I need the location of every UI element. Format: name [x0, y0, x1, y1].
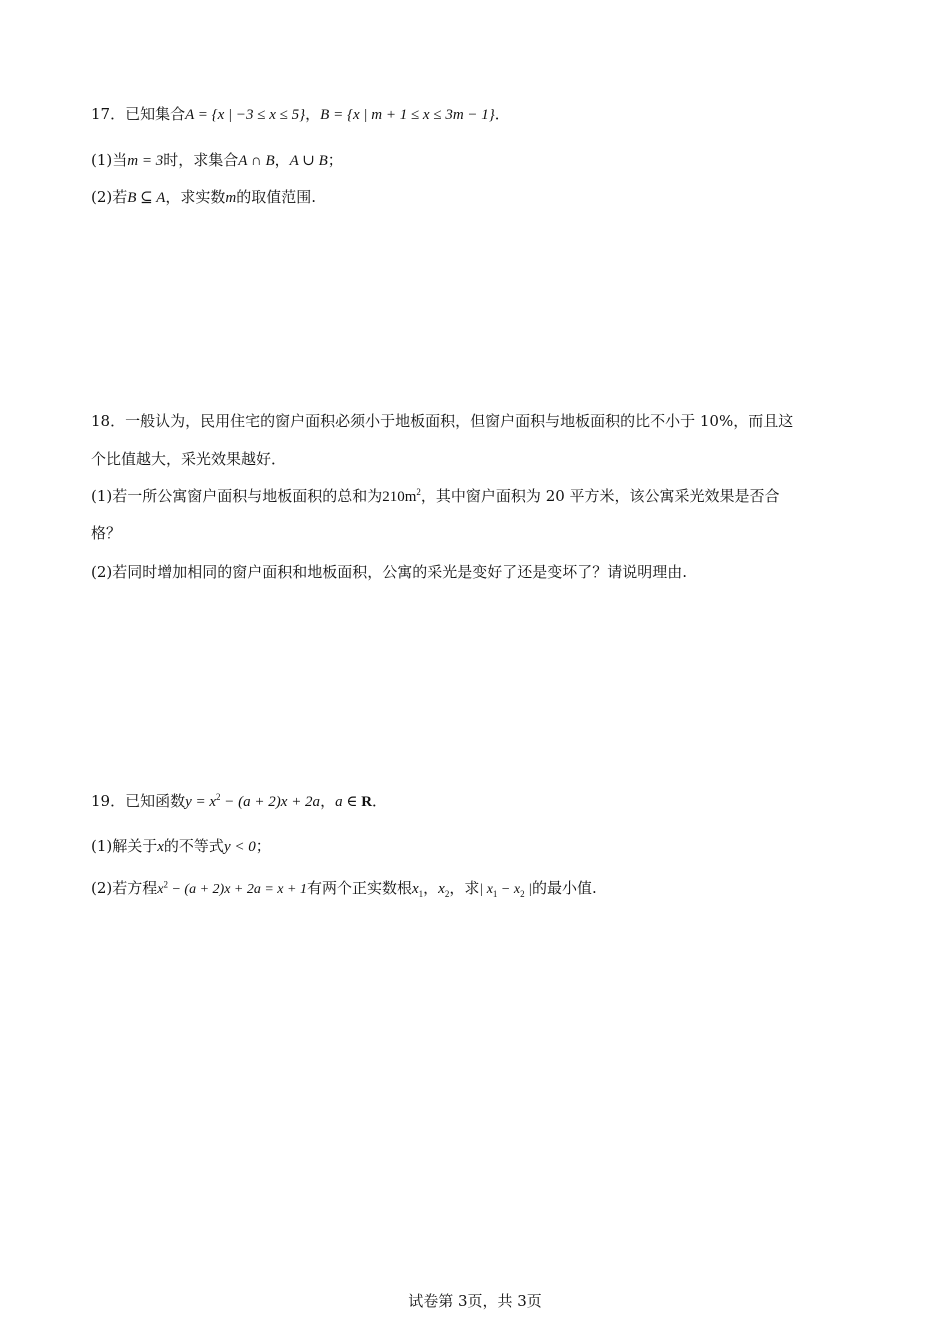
page-footer: 试卷第 3页，共 3页 — [408, 1292, 542, 1310]
q19-root-x2: $x_2$ — [438, 881, 450, 899]
q18-stem-line1: 18．一般认为，民用住宅的窗户面积必须小于地板面积，但窗户面积与地板面积的比不小于 10%，而且这 — [91, 412, 794, 430]
q17-part1-condition: m = 3 — [127, 153, 164, 169]
q19-abs-difference: | $x_1 - x_2$ | — [479, 882, 532, 899]
q17-number: 17． — [91, 105, 126, 123]
q19-part2: (2)若方程$x^2 - (a + 2)x + 2a = x + 1$有两个正实数根$x_1$，$x_2$，求| $x_1 - x_2$ |的最小值. — [91, 879, 597, 899]
q17-part2: (2)若B ⊆ A，求实数m的取值范围. — [91, 188, 317, 206]
q18-area-value: 210m — [382, 489, 417, 505]
q19-inequality: y < 0 — [223, 839, 256, 855]
q17-lead: 已知集合 — [125, 105, 186, 123]
q18-part1-cont: 格？ — [91, 524, 122, 542]
q19-stem: 19．已知函数$y = x^2 - (a + 2)x + 2a$，a ∈ R． — [91, 792, 388, 810]
q17-set-b: B = {x | m + 1 ≤ x ≤ 3m − 1} — [320, 107, 495, 123]
q19-variable-x: x — [157, 839, 164, 855]
q19-root-x1: $x_1$ — [411, 881, 424, 899]
q17-set-a: A = {x | −3 ≤ x ≤ 5} — [185, 107, 306, 123]
q18-part2: (2)若同时增加相同的窗户面积和地板面积，公寓的采光是变好了还是变坏了？请说明理由. — [91, 563, 688, 581]
q19-equation: $x^2 - (a + 2)x + 2a = x + 1$ — [157, 879, 307, 897]
q17-subset-condition: B ⊆ A — [127, 190, 166, 206]
q17-stem: 17．已知集合A = {x | −3 ≤ x ≤ 5}，B = {x | m + 1 ≤ x ≤ 3m − 1}． — [91, 105, 510, 123]
q19-part1: (1)解关于x的不等式y < 0； — [91, 837, 271, 855]
q17-part1: (1)当m = 3时，求集合A ∩ B，A ∪ B； — [91, 151, 343, 169]
q19-number: 19． — [91, 792, 126, 810]
q19-domain: a ∈ R — [335, 794, 373, 810]
q19-function: $y = x^2 - (a + 2)x + 2a$ — [185, 792, 321, 810]
q18-stem-line2: 个比值越大，采光效果越好． — [91, 450, 287, 468]
q18-part1: (1)若一所公寓窗户面积与地板面积的总和为$210m^2$，其中窗户面积为 20 平方米，该公寓采光效果是否合 — [91, 487, 780, 505]
q17-variable-m: m — [225, 190, 237, 206]
q17-intersection: A ∩ B — [238, 153, 275, 169]
q17-union: A ∪ B — [289, 153, 328, 169]
